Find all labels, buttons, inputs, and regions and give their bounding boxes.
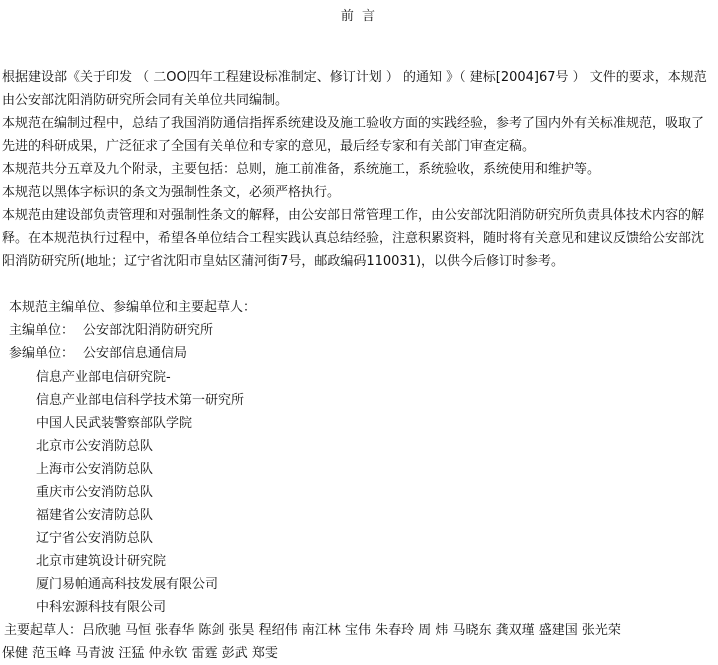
participating-label: 参编单位： <box>9 346 75 361</box>
participating-unit: 信息产业部电信研究院- <box>36 370 171 385</box>
drafters-label: 主要起草人： <box>4 623 83 638</box>
drafters-names-1: 吕欣驰 马恒 张春华 陈剑 张昊 程绍伟 南江林 宝伟 朱春玲 周 炜 马晓东 龚双瑾 盛建国 张光荣 <box>82 623 621 638</box>
paragraph-3: 本规范共分五章及九个附录，主要包括：总则，施工前准备，系统施工，系统验收，系统使用和维护等。 <box>2 162 601 177</box>
paragraph-5: 本规范由建设部负责管理和对强制性条文的解释，由公安部日常管理工作，由公安部沈阳消防研究所负责具体技术内容的解释。在本规范执行过程中，希望各单位结合工程实践认真总结经验，注意积累资料，随时将有关意见和建议反馈给公安部沈阳消防研究所(地址；辽宁省沈阳市皇姑区蒲河街7号，邮政编码110031)，以供今后修订时参考。 <box>2 208 705 269</box>
participating-unit: 上海市公安消防总队 <box>36 462 154 477</box>
participating-unit: 中科宏源科技有限公司 <box>36 600 167 615</box>
participating-unit: 北京市建筑设计研究院 <box>36 554 167 569</box>
participating-unit: 北京市公安消防总队 <box>36 439 154 454</box>
participating-unit: 厦门易帕通高科技发展有限公司 <box>36 577 219 592</box>
participating-unit: 中国人民武装警察部队学院 <box>36 416 193 431</box>
chief-unit-value: 公安部沈阳消防研究所 <box>83 323 214 338</box>
drafters-line-2: 保健 范玉峰 马青波 汪猛 仲永钦 雷霆 彭武 郑雯 <box>2 646 278 661</box>
paragraph-1: 根据建设部《关于印发 （ 二OO四年工程建设标准制定、修订计划 ） 的通知 》（ 建标[2004]67号 ） 文件的要求，本规范由公安部沈阳消防研究所会同有关单位共同编制。 <box>2 70 707 108</box>
participating-unit: 信息产业部电信科学技术第一研究所 <box>36 393 245 408</box>
participating-unit: 辽宁省公安消防总队 <box>36 531 154 546</box>
drafters-line-1 <box>4 619 621 642</box>
participating-first: 公安部信息通信局 <box>83 346 188 361</box>
participating-unit: 重庆市公安消防总队 <box>36 485 154 500</box>
page-title: 前 言 <box>340 9 378 24</box>
participating-unit-line <box>9 342 187 365</box>
chief-unit-label: 主编单位： <box>9 323 75 338</box>
participating-unit: 福建省公安清防总队 <box>36 508 154 523</box>
units-intro: 本规范主编单位、参编单位和主要起草人： <box>9 300 257 315</box>
chief-unit-line <box>9 319 213 342</box>
paragraph-4: 本规范以黑体字标识的条文为强制性条文，必须严格执行。 <box>2 185 341 200</box>
paragraph-2: 本规范在编制过程中，总结了我国消防通信指挥系统建设及施工验收方面的实践经验，参考了国内外有关标准规范，吸取了先进的科研成果，广泛征求了全国有关单位和专家的意见，最后经专家和有关部门审查定稿。 <box>2 116 705 154</box>
